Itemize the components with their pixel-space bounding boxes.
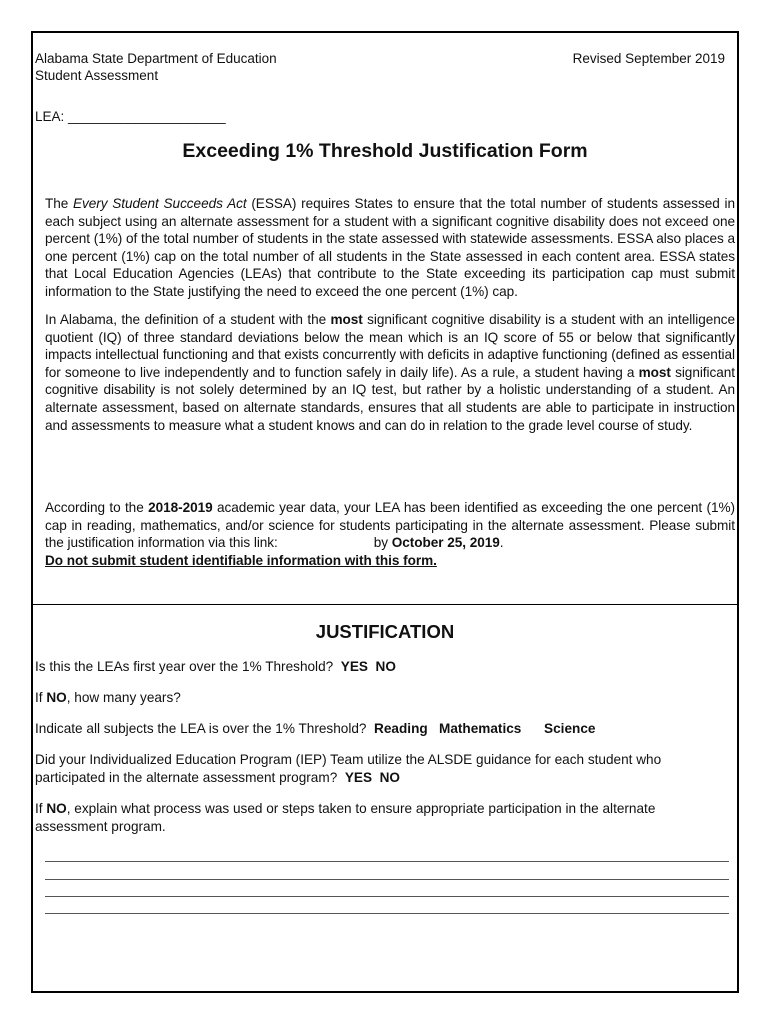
text: , explain what process was used or steps taken to ensure appropriate participation in the alternate assessment program. — [35, 801, 656, 834]
privacy-warning: Do not submit student identifiable information with this form. — [45, 552, 437, 568]
question-text: Did your Individualized Education Program (IEP) Team utilize the ALSDE guidance for each student who participated in the alternate assessment program? — [35, 752, 662, 785]
no-option[interactable]: NO — [379, 769, 400, 785]
justification-heading: JUSTIFICATION — [315, 621, 455, 642]
science-option[interactable]: Science — [544, 721, 596, 736]
text: . — [499, 535, 504, 551]
emphasis: most — [330, 312, 363, 327]
question-text: Is this the LEAs first year over the 1% Threshold? — [35, 659, 334, 674]
question-first-year — [35, 658, 725, 676]
revised-date: Revised September 2019 — [572, 51, 725, 66]
mathematics-option[interactable]: Mathematics — [439, 721, 522, 736]
answer-line[interactable] — [45, 861, 729, 862]
academic-year: 2018-2019 — [148, 500, 213, 515]
intro-paragraph-notice — [45, 499, 735, 569]
text: (ESSA) requires States to ensure that the total number of students assessed in each subject using an alternate assessment for a student with a significant cognitive disability does not exceed one percent (1%) of the total number of students in the state assessed with statewide assessments. ESSA also places a one percent (1%) cap on the total number of all students in the State assessed in each content area. ESSA states that Local Education Agencies (LEAs) that contribute to the State exceeding its participation cap must submit information to the State justifying the need to exceed the one percent (1%) cap. — [45, 196, 735, 299]
emphasis: NO — [46, 801, 67, 816]
question-text: Indicate all subjects the LEA is over the 1% Threshold? — [35, 721, 367, 736]
question-iep-guidance — [35, 751, 725, 786]
no-option[interactable]: NO — [375, 659, 396, 674]
text: by — [373, 535, 392, 551]
department-name: Alabama State Department of Education — [35, 51, 277, 66]
division-name: Student Assessment — [35, 68, 159, 83]
form-page — [31, 31, 739, 993]
text: In Alabama, the definition of a student with the — [45, 312, 331, 327]
text: , how many years? — [66, 690, 181, 705]
intro-paragraph-definition — [45, 311, 735, 434]
question-explain-process — [35, 800, 725, 835]
reading-option[interactable]: Reading — [374, 721, 428, 736]
text: significant cognitive disability is a student with an intelligence quotient (IQ) of three standard deviations below the mean which is an IQ score of 55 or below that significantly impacts intellectual functioning and that exists concurrently with deficits in adaptive functioning (defined as essential for someone to live independently and to function safely in daily life). As a rule, a student having a — [45, 312, 735, 380]
yes-option[interactable]: YES — [340, 659, 368, 674]
lea-field[interactable]: LEA: _____________________ — [35, 109, 226, 124]
emphasis: NO — [46, 690, 67, 705]
section-divider — [33, 604, 737, 605]
answer-line[interactable] — [45, 896, 729, 897]
text: academic year data, your LEA has been identified as exceeding the one percent (1%) cap in reading, mathematics, and/or science for students participating in the alternate assessment. Please submit the justification information via this link: — [45, 500, 736, 551]
yes-option[interactable]: YES — [344, 769, 373, 785]
text: significant cognitive disability is not solely determined by an IQ test, but rather by a holistic understanding of a student. An alternate assessment, based on alternate standards, ensures that all students are able to participate in instruction and assessments to measure what a student knows and can do in relation to the grade level course of study. — [45, 364, 735, 433]
page-title: Exceeding 1% Threshold Justification Form — [182, 140, 588, 162]
answer-line[interactable] — [45, 913, 729, 914]
question-how-many-years — [35, 689, 725, 707]
due-date: October 25, 2019 — [391, 535, 500, 551]
act-name: Every Student Succeeds Act — [73, 196, 247, 211]
text: According to the — [45, 500, 149, 515]
question-subjects — [35, 720, 725, 738]
text: If — [35, 690, 47, 705]
answer-line[interactable] — [45, 879, 729, 880]
text: The — [45, 196, 74, 211]
emphasis: most — [638, 364, 671, 380]
text: If — [35, 801, 47, 816]
intro-paragraph-essa — [45, 195, 735, 301]
